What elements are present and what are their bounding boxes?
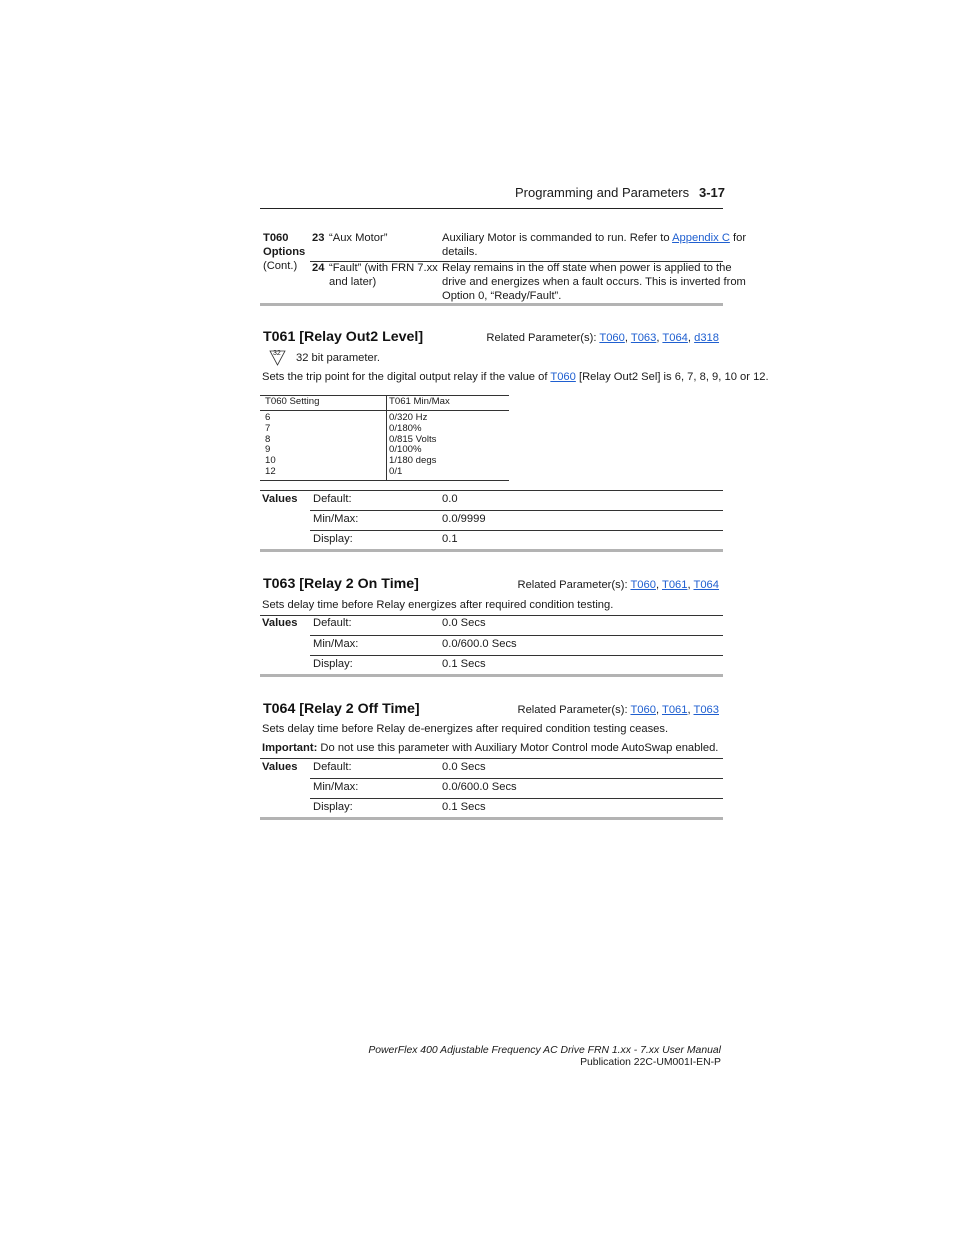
setting-table-col2 (389, 413, 436, 478)
t063-description: Sets delay time before Relay energizes after required condition testing. (262, 599, 614, 611)
option-23-name: “Aux Motor” (329, 232, 388, 244)
setting-row-setting: 6 (265, 412, 271, 423)
t064-values-top-rule (260, 758, 723, 759)
32-bit-icon-label: 32 (273, 350, 281, 357)
t063-related-parameters: Related Parameter(s): T060, T061, T064 (517, 579, 719, 591)
t061-values-divider-1 (310, 510, 723, 511)
t064-related-parameters: Related Parameter(s): T060, T061, T063 (517, 704, 719, 716)
t063-default-label: Default: (313, 617, 352, 629)
t064-related-t063-link[interactable]: T063 (693, 704, 719, 716)
t064-display-label: Display: (313, 801, 353, 813)
t063-related-t060-link[interactable]: T060 (630, 579, 656, 591)
t061-related-parameters: Related Parameter(s): T060, T063, T064, d318 (486, 332, 719, 344)
t064-display-value: 0.1 Secs (442, 801, 486, 813)
setting-row-setting: 9 (265, 444, 271, 456)
option-24-name: “Fault” (with FRN 7.xx (329, 262, 438, 274)
t063-related-t064-link[interactable]: T064 (693, 579, 719, 591)
footer-publication: Publication 22C-UM001I-EN-P (580, 1057, 721, 1068)
appendix-c-link[interactable]: Appendix C (672, 232, 730, 244)
setting-row-minmax: 1/180 degs (389, 455, 437, 467)
option-24-name-2: and later) (329, 276, 377, 288)
setting-row-minmax: 0/1 (389, 465, 403, 477)
t063-title: T063 [Relay 2 On Time] (263, 576, 419, 592)
option-23-description-2: details. (442, 246, 478, 258)
options-param-label: T060 (263, 232, 289, 244)
important-label: Important: (262, 742, 318, 754)
option-24-number: 24 (312, 262, 325, 274)
t064-default-value: 0.0 Secs (442, 761, 486, 773)
option-24-description-2: drive and energizes when a fault occurs. This is inverted from (442, 276, 746, 288)
t061-title: T061 [Relay Out2 Level] (263, 329, 424, 345)
setting-row-minmax: 0/180% (389, 422, 422, 434)
setting-table-col2-header: T061 Min/Max (389, 396, 450, 407)
t064-default-label: Default: (313, 761, 352, 773)
setting-row-setting: 7 (265, 422, 271, 434)
t063-display-value: 0.1 Secs (442, 658, 486, 670)
options-param-label-2: Options (263, 246, 306, 258)
t061-values-label: Values (262, 493, 298, 505)
setting-table-col1 (265, 413, 276, 478)
t061-minmax-value: 0.0/9999 (442, 513, 486, 525)
header-rule (260, 208, 723, 209)
t061-minmax-label: Min/Max: (313, 513, 359, 525)
t064-minmax-label: Min/Max: (313, 781, 359, 793)
option-23-number: 23 (312, 232, 325, 244)
t061-values-top-rule (260, 490, 723, 491)
running-header-title: Programming and Parameters (515, 185, 690, 200)
option-24-description-3: Option 0, “Ready/Fault”. (442, 290, 562, 302)
t064-values-divider-1 (310, 778, 723, 779)
t061-related-t063-link[interactable]: T063 (630, 332, 657, 344)
setting-row-setting: 8 (265, 433, 271, 445)
t063-values-label: Values (262, 617, 298, 629)
setting-table-col1-header: T060 Setting (265, 396, 320, 407)
t061-display-label: Display: (313, 533, 353, 545)
t061-display-value: 0.1 (442, 533, 458, 545)
t061-related-t060-link[interactable]: T060 (599, 332, 625, 344)
t061-bit-note: 32 bit parameter. (296, 352, 380, 364)
t061-default-value: 0.0 (442, 493, 458, 505)
t064-values-divider-2 (310, 798, 723, 799)
t064-important-note: Important: Do not use this parameter with Auxiliary Motor Control mode AutoSwap enabled. (262, 742, 719, 754)
t063-minmax-value: 0.0/600.0 Secs (442, 638, 517, 650)
t063-minmax-label: Min/Max: (313, 638, 359, 650)
t063-values-divider-1 (310, 635, 723, 636)
t064-title: T064 [Relay 2 Off Time] (263, 701, 420, 717)
t061-values-divider-2 (310, 530, 723, 531)
t064-values-bottom-rule (260, 817, 723, 820)
t063-values-divider-2 (310, 655, 723, 656)
option-23-description: Auxiliary Motor is commanded to run. Refer to Appendix C for (442, 232, 747, 244)
footer-manual-title: PowerFlex 400 Adjustable Frequency AC Drive FRN 1.xx - 7.xx User Manual (368, 1045, 721, 1056)
t063-related-t061-link[interactable]: T061 (661, 579, 688, 591)
t064-related-t061-link[interactable]: T061 (661, 704, 688, 716)
t061-default-label: Default: (313, 493, 352, 505)
options-cont-label: (Cont.) (263, 260, 298, 272)
t061-description: Sets the trip point for the digital output relay if the value of T060 [Relay Out2 Sel] is 6, 7, 8, 9, 10 or 12. (262, 371, 769, 383)
setting-row-minmax: 0/815 Volts (389, 433, 437, 445)
t063-default-value: 0.0 Secs (442, 617, 486, 629)
t064-description: Sets delay time before Relay de-energizes after required condition testing ceases. (262, 723, 669, 735)
t061-values-bottom-rule (260, 549, 723, 552)
32-bit-icon (269, 350, 286, 366)
setting-row-setting: 10 (265, 455, 276, 467)
setting-table-bottom-rule (260, 480, 509, 481)
setting-table-col-divider (386, 395, 387, 480)
t063-values-bottom-rule (260, 674, 723, 677)
setting-row-minmax: 0/100% (389, 444, 422, 456)
t061-related-d318-link[interactable]: d318 (694, 332, 719, 344)
option-24-description: Relay remains in the off state when power is applied to the (442, 262, 732, 274)
t064-minmax-value: 0.0/600.0 Secs (442, 781, 517, 793)
t061-desc-t060-link[interactable]: T060 (550, 371, 576, 383)
t063-values-top-rule (260, 615, 723, 616)
t064-related-t060-link[interactable]: T060 (630, 704, 656, 716)
setting-row-minmax: 0/320 Hz (389, 412, 428, 423)
page-number: 3-17 (699, 185, 726, 200)
t063-display-label: Display: (313, 658, 353, 670)
options-table-bottom-rule (260, 303, 723, 306)
t064-values-label: Values (262, 761, 298, 773)
t061-related-t064-link[interactable]: T064 (662, 332, 688, 344)
setting-row-setting: 12 (265, 465, 276, 477)
setting-table-header-rule (260, 410, 509, 411)
